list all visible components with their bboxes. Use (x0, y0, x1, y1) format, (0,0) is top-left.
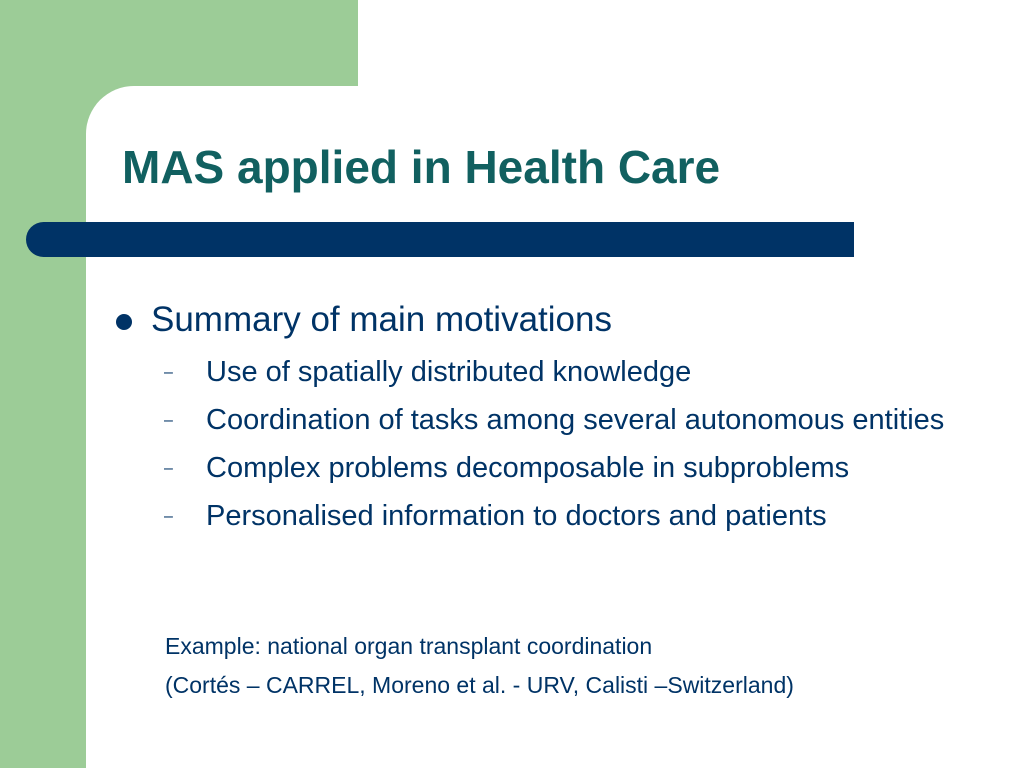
dash-icon: – (164, 460, 173, 477)
bullet-dot-icon (116, 314, 132, 330)
sub-bullet-text: Personalised information to doctors and patients (206, 500, 827, 532)
example-line: Example: national organ transplant coordination (165, 633, 653, 659)
sub-bullet-text: Complex problems decomposable in subproblems (206, 452, 850, 484)
slide-title: MAS applied in Health Care (122, 141, 721, 193)
example-block (165, 630, 794, 708)
sub-bullet-list (164, 352, 984, 544)
dash-icon: – (164, 508, 173, 525)
sub-bullet-item (164, 496, 984, 536)
credit-line: (Cortés – CARREL, Moreno et al. - URV, Calisti –Switzerland) (165, 672, 794, 698)
sub-bullet-text: Coordination of tasks among several autonomous entities (206, 404, 945, 436)
dash-icon: – (164, 364, 173, 381)
main-bullet-text: Summary of main motivations (151, 300, 612, 339)
sub-bullet-item (164, 352, 984, 392)
sub-bullet-item (164, 448, 984, 488)
title-underline-bar (26, 222, 854, 257)
main-bullet (116, 300, 612, 340)
sub-bullet-item (164, 400, 984, 440)
dash-icon: – (164, 412, 173, 429)
sub-bullet-text: Use of spatially distributed knowledge (206, 356, 692, 388)
